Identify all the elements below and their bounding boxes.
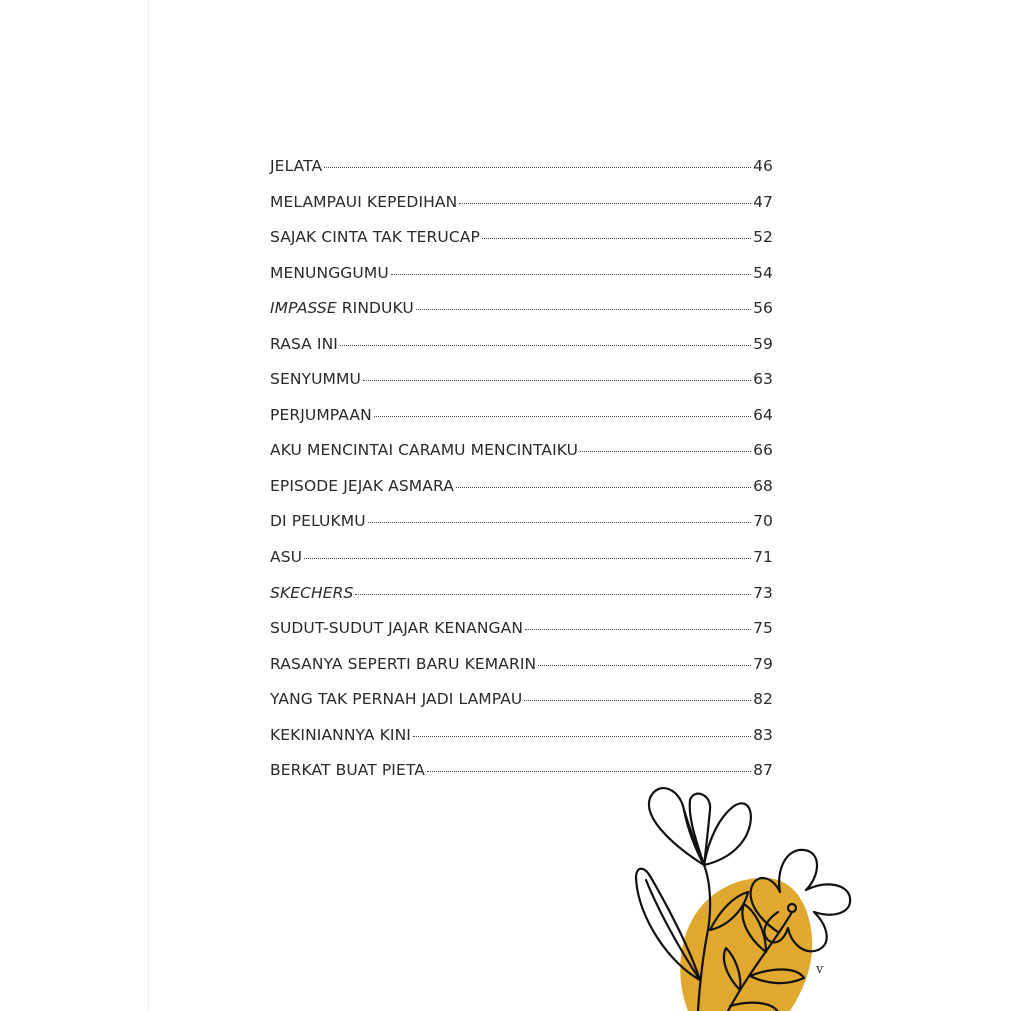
toc-entry [270,299,773,335]
toc-entry-page: 82 [753,690,773,709]
toc-entry [270,193,773,229]
toc-entry-title-italic: SKECHERS [270,583,354,602]
toc-entry [270,655,773,691]
toc-entry [270,264,773,300]
toc-entry-title-text: PERJUMPAAN [270,405,372,424]
toc-entry-title-text: BERKAT BUAT PIETA [270,761,425,780]
toc-entry-title [270,726,411,744]
toc-entry [270,690,773,726]
toc-entry-title [270,157,322,175]
toc-leader-dots [413,736,751,737]
toc-entry-title-text: SUDUT-SUDUT JAJAR KENANGAN [270,619,524,638]
toc-entry [270,228,773,264]
toc-entry-title-text: JELATA [270,157,323,175]
toc-entry [270,406,773,442]
toc-leader-dots [459,203,751,204]
table-of-contents [270,157,773,797]
toc-entry-title [270,406,372,424]
toc-entry-title-text: EPISODE JEJAK ASMARA [270,476,454,495]
toc-entry-page: 63 [753,370,773,389]
toc-entry-page: 54 [753,263,773,282]
toc-leader-dots [340,345,751,346]
toc-entry-title-text: RASA INI [270,334,338,353]
page-number: v [816,962,824,977]
toc-leader-dots [374,416,751,417]
toc-leader-dots [391,274,751,275]
toc-entry [270,619,773,655]
toc-entry-page: 59 [753,334,773,353]
toc-leader-dots [580,451,751,452]
toc-leader-dots [363,380,751,381]
toc-entry-title-text: ASU [270,548,303,567]
toc-entry-title [270,299,414,317]
toc-entry [270,441,773,477]
toc-entry-title [270,193,457,211]
toc-entry-title-italic: IMPASSE [270,299,337,318]
toc-leader-dots [482,238,751,239]
toc-leader-dots [355,594,751,595]
toc-entry-page: 75 [753,619,773,638]
toc-entry-title [270,655,536,673]
page-edge-divider [148,0,149,1011]
toc-entry-page: 64 [753,405,773,424]
toc-entry-title [270,441,578,459]
toc-entry-page: 79 [753,654,773,673]
toc-leader-dots [456,487,751,488]
toc-entry-title-text: KEKINIANNYA KINI [270,725,411,744]
toc-entry-title-text: YANG TAK PERNAH JADI LAMPAU [270,690,523,709]
toc-entry-title [270,264,389,282]
toc-entry [270,477,773,513]
toc-entry-title [270,690,522,708]
toc-entry-page: 68 [753,476,773,495]
toc-entry-title [270,619,523,637]
toc-entry-page: 47 [753,192,773,211]
toc-entry [270,584,773,620]
toc-entry-title [270,477,454,495]
toc-entry [270,512,773,548]
toc-entry-title-text: DI PELUKMU [270,512,366,531]
toc-entry [270,726,773,762]
toc-entry-title [270,761,425,779]
flower-illustration-icon [600,780,870,1011]
toc-entry-title [270,512,366,530]
toc-leader-dots [538,665,751,666]
toc-entry-title-text: MELAMPAUI KEPEDIHAN [270,192,458,211]
toc-leader-dots [324,167,751,168]
toc-leader-dots [416,309,751,310]
toc-entry-title [270,584,353,602]
toc-entry-page: 71 [753,548,773,567]
toc-entry-page: 56 [753,299,773,318]
toc-entry-title [270,548,302,566]
toc-entry [270,157,773,193]
toc-leader-dots [368,522,751,523]
toc-entry-title [270,335,338,353]
toc-entry-title-text: RINDUKU [336,299,414,318]
toc-entry-title-text: SENYUMMU [270,370,361,389]
toc-entry-page: 73 [753,583,773,602]
toc-entry [270,370,773,406]
toc-entry-page: 46 [753,157,773,175]
toc-entry-page: 66 [753,441,773,460]
toc-entry-title [270,228,480,246]
toc-entry-title-text: MENUNGGUMU [270,263,389,282]
toc-entry-title [270,370,361,388]
toc-leader-dots [427,771,751,772]
toc-entry-page: 52 [753,228,773,247]
toc-entry-page: 70 [753,512,773,531]
toc-entry [270,335,773,371]
toc-leader-dots [524,700,751,701]
toc-entry-title-text: RASANYA SEPERTI BARU KEMARIN [270,654,537,673]
toc-entry-title-text: AKU MENCINTAI CARAMU MENCINTAIKU [270,441,579,460]
toc-leader-dots [304,558,751,559]
toc-entry-title-text: SAJAK CINTA TAK TERUCAP [270,228,480,247]
toc-leader-dots [525,629,751,630]
toc-entry-page: 87 [753,761,773,780]
toc-entry [270,548,773,584]
toc-entry-page: 83 [753,725,773,744]
